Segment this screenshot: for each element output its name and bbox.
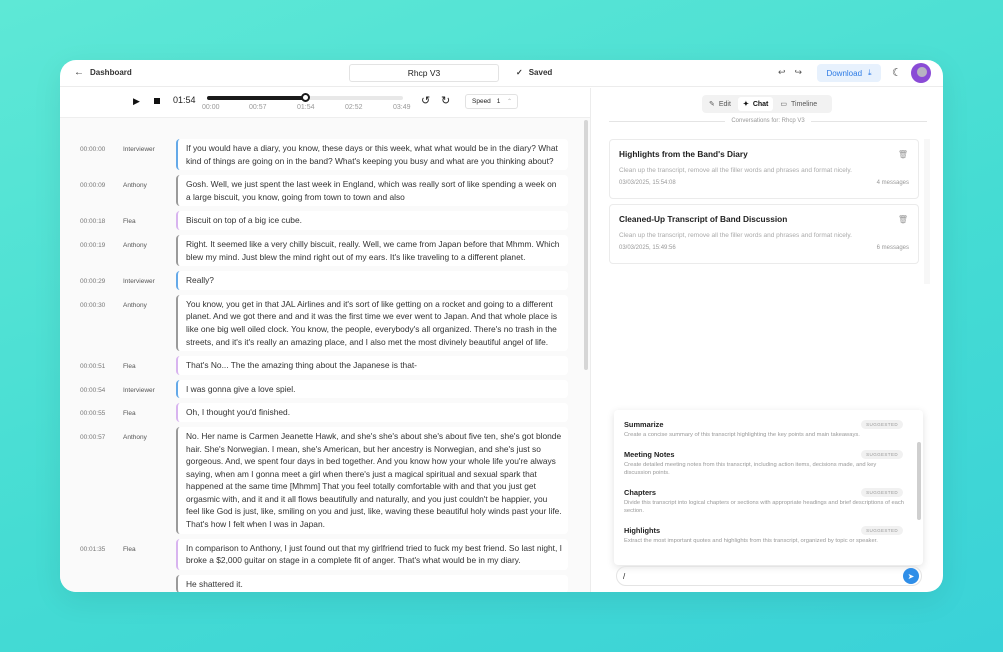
transcript-scrollbar[interactable] <box>584 120 588 370</box>
timestamp[interactable]: 00:00:55 <box>80 410 106 418</box>
utterance-text[interactable]: Biscuit on top of a big ice cube. <box>176 211 568 230</box>
save-status-label: Saved <box>528 68 553 77</box>
tab-timeline[interactable] <box>775 97 822 111</box>
speaker[interactable]: Flea <box>123 363 136 371</box>
tab-edit[interactable] <box>704 97 736 111</box>
divider-line <box>609 121 725 122</box>
transcript-row[interactable] <box>60 356 590 375</box>
speaker[interactable]: Flea <box>123 545 136 553</box>
utterance-text[interactable]: Oh, I thought you'd finished. <box>176 403 568 422</box>
app-window <box>60 60 943 592</box>
save-status <box>516 68 552 77</box>
chat-input[interactable]: / <box>616 566 922 586</box>
conversation-card[interactable] <box>609 204 919 264</box>
message-count: 4 messages <box>876 180 909 186</box>
conversation-meta <box>619 245 909 251</box>
current-time: 01:54 <box>173 95 196 105</box>
tick-label: 02:52 <box>345 104 363 111</box>
utterance-text[interactable]: If you would have a diary, you know, these days or this week, what what would be in the diary? What kind of things are going on in the band? What's keeping you busy and what are you thinking about? <box>176 139 568 170</box>
conversation-scrollbar[interactable] <box>924 139 930 284</box>
speaker[interactable]: Flea <box>123 410 136 418</box>
speaker[interactable]: Anthony <box>123 433 147 441</box>
transcript-list <box>60 119 590 592</box>
dark-mode-toggle-icon[interactable]: ☾ <box>892 67 902 79</box>
seek-slider[interactable] <box>207 96 403 100</box>
conversation-title: Highlights from the Band's Diary <box>619 149 748 159</box>
undo-icon[interactable]: ↩ <box>778 67 786 77</box>
speaker[interactable]: Flea <box>123 218 136 226</box>
timestamp[interactable]: 00:01:35 <box>80 545 106 553</box>
transcript-row[interactable] <box>60 211 590 230</box>
send-icon: ➤ <box>907 571 915 581</box>
forward-icon[interactable]: ↻ <box>441 95 451 107</box>
conversation-description: Clean up the transcript, remove all the filler words and phrases and format nicely. <box>619 232 852 239</box>
rewind-icon[interactable]: ↺ <box>421 95 431 107</box>
suggested-badge: SUGGESTED <box>861 526 903 535</box>
transcript-row[interactable] <box>60 175 590 206</box>
timestamp[interactable]: 00:00:57 <box>80 433 106 441</box>
send-button[interactable] <box>903 568 919 584</box>
speed-label: Speed <box>472 98 491 105</box>
utterance-text[interactable]: He shattered it. <box>176 575 568 592</box>
utterance-text[interactable]: Really? <box>176 271 568 290</box>
tab-label: Chat <box>752 100 769 108</box>
transcript-row[interactable] <box>60 271 590 290</box>
speaker[interactable]: Anthony <box>123 182 147 190</box>
tick-label: 00:57 <box>249 104 267 111</box>
seek-handle[interactable] <box>301 93 310 102</box>
conversation-list <box>609 139 919 269</box>
timestamp[interactable]: 00:00:51 <box>80 363 106 371</box>
speaker[interactable]: Interviewer <box>123 386 155 394</box>
trash-icon[interactable]: 🗑 <box>897 215 908 224</box>
download-icon: ⤓ <box>868 68 872 77</box>
conversation-card[interactable] <box>609 139 919 199</box>
mode-tabs <box>702 95 832 113</box>
audio-player <box>60 88 590 118</box>
utterance-text[interactable]: Gosh. Well, we just spent the last week in England, which was really sort of like spending a week on a large biscuit, you know, going from town to town and also <box>176 175 568 206</box>
stop-icon[interactable] <box>154 98 160 104</box>
trash-icon[interactable]: 🗑 <box>897 150 908 159</box>
transcript-panel <box>60 88 590 592</box>
transcript-row[interactable] <box>60 539 590 570</box>
message-count: 6 messages <box>876 245 909 251</box>
timestamp[interactable]: 00:00:09 <box>80 182 106 190</box>
suggestion-label: Meeting Notes <box>624 449 675 459</box>
utterance-text[interactable]: I was gonna give a love spiel. <box>176 380 568 399</box>
suggested-badge: SUGGESTED <box>861 488 903 497</box>
timestamp[interactable]: 00:00:54 <box>80 386 106 394</box>
back-to-dashboard-button[interactable] <box>74 67 132 78</box>
seek-progress <box>207 96 305 100</box>
video-icon: ▭ <box>780 101 787 108</box>
utterance-text[interactable]: That's No... The the amazing thing about the Japanese is that- <box>176 356 568 375</box>
conversations-label: Conversations for: Rhcp V3 <box>731 118 805 124</box>
suggestion-label: Chapters <box>624 487 657 497</box>
conversation-meta <box>619 180 909 186</box>
suggestion-description: Create a concise summary of this transcript highlighting the key points and main takeaways. <box>624 432 860 438</box>
check-icon: ✓ <box>516 68 523 77</box>
conversations-heading <box>609 118 927 124</box>
tick-label: 03:49 <box>393 104 411 111</box>
speaker[interactable]: Interviewer <box>123 278 155 286</box>
suggestion-description: Divide this transcript into logical chapters or sections with appropriate headings and brief descriptions of each section. <box>624 499 905 514</box>
utterance-text[interactable]: No. Her name is Carmen Jeanette Hawk, and she's she's about she's about five ten, she's got blonde hair. She's Norwegian. I mean, she's American, but her ancestry is Norwegian, and she's just so gorgeous. And, we spent four days in bed together. And you know how your whole life you're always saying, when am I gonna meet a girl when there's just a magical spiritual and sexual spark that happened at the same time [Mhmm] That you feel totally comfortable with and that you just get orgasmic with, and it and it all flows beautifully and naturally, and you just couldn't be happier, you feel like God is just, like, smiling on you and just, like, waving these beautiful holy winds past your life. That's how I felt when I was in Japan. <box>176 427 568 534</box>
suggestion-label: Highlights <box>624 525 661 535</box>
pencil-icon: ✎ <box>709 101 715 108</box>
conversation-description: Clean up the transcript, remove all the filler words and phrases and format nicely. <box>619 167 852 174</box>
tab-label: Timeline <box>791 100 818 108</box>
transcript-row[interactable] <box>60 427 590 534</box>
transcript-row[interactable] <box>60 235 590 266</box>
timestamp[interactable]: 00:00:18 <box>80 218 106 226</box>
download-label: Download <box>826 68 863 78</box>
conversation-timestamp: 03/03/2025, 15:49:56 <box>619 245 676 251</box>
speed-value: 1 <box>496 98 501 105</box>
suggestions-scrollbar[interactable] <box>917 442 921 520</box>
suggestion-description: Create detailed meeting notes from this transcript, including action items, decisions made, and key discussion points. <box>624 461 877 476</box>
arrow-left-icon: ← <box>74 67 84 78</box>
undo-redo-group <box>778 67 802 78</box>
transcript-row[interactable] <box>60 139 590 170</box>
speed-select[interactable] <box>465 94 518 109</box>
play-icon[interactable]: ▶ <box>133 96 140 106</box>
timestamp[interactable]: 00:00:00 <box>80 146 106 153</box>
back-label: Dashboard <box>90 68 132 77</box>
speaker[interactable]: Anthony <box>123 241 147 249</box>
timestamp[interactable]: 00:00:29 <box>80 278 106 286</box>
suggestion-description: Extract the most important quotes and highlights from this transcript, organized by topic or speaker. <box>624 537 878 544</box>
suggestion-label: Summarize <box>624 420 664 429</box>
download-button[interactable] <box>817 64 881 82</box>
sparkle-icon: ✦ <box>742 101 749 108</box>
speaker[interactable]: Anthony <box>123 301 147 309</box>
timestamp[interactable]: 00:00:30 <box>80 301 106 309</box>
utterance-text[interactable]: In comparison to Anthony, I just found out that my girlfriend tried to fuck my best friend. So last night, I broke a $2,000 guitar on stage in a complete fit of anger. That's what would be in my diary. <box>176 539 568 570</box>
suggestion-chapters[interactable] <box>614 488 923 516</box>
top-bar <box>60 60 943 87</box>
chevron-updown-icon: ⌃ <box>506 99 512 105</box>
transcript-row[interactable] <box>60 575 590 592</box>
suggested-badge: SUGGESTED <box>861 420 903 429</box>
suggestion-highlights[interactable] <box>614 526 923 546</box>
speaker[interactable]: Interviewer <box>123 146 155 153</box>
conversation-title: Cleaned-Up Transcript of Band Discussion <box>619 214 788 224</box>
suggested-badge: SUGGESTED <box>861 450 903 459</box>
suggestion-meeting-notes[interactable] <box>614 450 923 478</box>
conversation-timestamp: 03/03/2025, 15:54:08 <box>619 180 676 186</box>
transcript-row[interactable] <box>60 380 590 399</box>
tick-label: 01:54 <box>297 104 315 111</box>
timestamp[interactable]: 00:00:19 <box>80 241 106 249</box>
redo-icon[interactable]: ↪ <box>794 67 803 77</box>
tab-label: Edit <box>718 100 731 108</box>
transcript-row[interactable] <box>60 295 590 351</box>
chat-panel <box>591 88 943 592</box>
suggestions-dropdown <box>614 410 923 565</box>
document-title-input[interactable]: Rhcp V3 <box>349 64 499 82</box>
utterance-text[interactable]: Right. It seemed like a very chilly biscuit, really. Well, we came from Japan before that Mhmm. Which blew my mind. Just blew the mind right out of my ears. It's like traveling to a different planet. <box>176 235 568 266</box>
user-avatar[interactable] <box>911 63 931 83</box>
tick-label: 00:00 <box>202 104 220 111</box>
tab-chat[interactable] <box>738 97 773 111</box>
divider-line <box>811 121 927 122</box>
transcript-row[interactable] <box>60 403 590 422</box>
suggestion-summarize[interactable] <box>614 420 923 440</box>
utterance-text[interactable]: You know, you get in that JAL Airlines and it's sort of like getting on a rocket and going to a different planet. And we got there and and it was the first time we ever went to Japan. And that whole place is like one big well oiled clock. You know, the people, everybody's all organized. There's no trash in the streets, and it's it's really an amazing place, and I also met the most divinely beautiful angel of life. <box>176 295 568 351</box>
